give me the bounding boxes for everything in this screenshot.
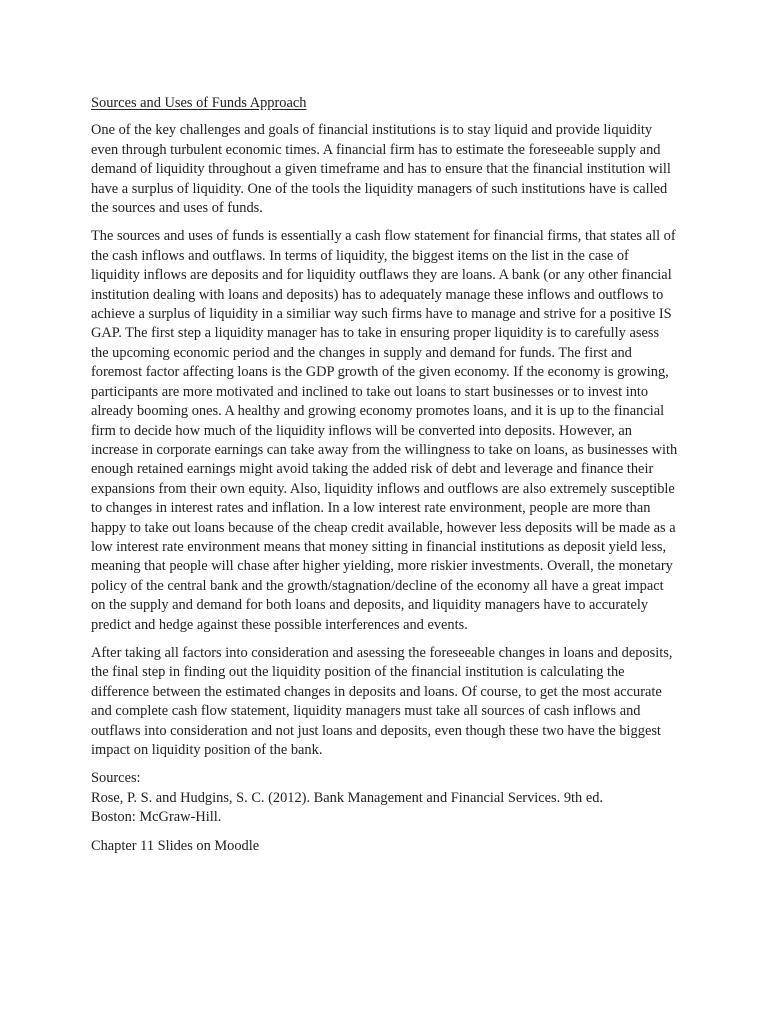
sources-heading: Sources: [91, 770, 141, 787]
citation-line-1: Rose, P. S. and Hudgins, S. C. (2012). Bank Management and Financial Services. 9th ed. [91, 789, 604, 806]
document-title: Sources and Uses of Funds Approach [91, 95, 307, 111]
paragraph-intro: One of the key challenges and goals of financial institutions is to stay liquid and provide liquidity even through turbulent economic times. A financial firm has to estimate the foreseeable supply and demand of liquidity throughout a given timeframe and has to ensure that the financial institution will have a surplus of liquidity. One of the tools the liquidity managers of such institutions have is called the sources and uses of funds. [91, 122, 671, 217]
citation-line-2: Boston: McGraw-Hill. [91, 809, 222, 826]
paragraph-conclusion: After taking all factors into consideration and asessing the foreseeable changes in loans and deposits, the final step in finding out the liquidity position of the financial institution is calculating the difference between the estimated changes in deposits and loans. Of course, to get the most accurate and complete cash flow statement, liquidity managers must take all sources of cash inflows and outflaws into consideration and not just loans and deposits, even though these two have the biggest impact on liquidity position of the bank. [91, 644, 673, 758]
footer-note: Chapter 11 Slides on Moodle [91, 837, 260, 854]
sources-section [91, 769, 678, 827]
paragraph-main: The sources and uses of funds is essentially a cash flow statement for financial firms, that states all of the cash inflows and outflaws. In terms of liquidity, the biggest items on the list in the case of liquidity inflows are deposits and for liquidity outflaws they are loans. A bank (or any other financial institution dealing with loans and deposits) has to adequately manage these inflows and outflows to achieve a surplus of liquidity in a similiar way such firms have to manage and strive for a positive IS GAP. The first step a liquidity manager has to take in ensuring proper liquidity is to carefully asess the upcoming economic period and the changes in supply and demand for funds. The first and foremost factor affecting loans is the GDP growth of the given economy. If the economy is growing, participants are more motivated and inclined to take out loans to start businesses or to invest into already booming ones. A healthy and growing economy promotes loans, and it is up to the financial firm to decide how much of the liquidity inflows will be converted into deposits. However, an increase in corporate earnings can take away from the willingness to take on loans, as businesses with enough retained earnings might avoid taking the added risk of debt and leverage and finance their expansions from their own equity. Also, liquidity inflows and outflows are also extremely susceptible to changes in interest rates and inflation. In a low interest rate environment, people are more than happy to take out loans because of the cheap credit available, however less deposits will be made as a low interest rate environment means that money sitting in financial institutions as deposit yield less, meaning that people will chase after higher yielding, more riskier investments. Overall, the monetary policy of the central bank and the growth/stagnation/decline of the economy all have a great impact on the supply and demand for both loans and deposits, and liquidity managers have to accurately predict and hedge against these possible interferences and events. [91, 228, 678, 633]
